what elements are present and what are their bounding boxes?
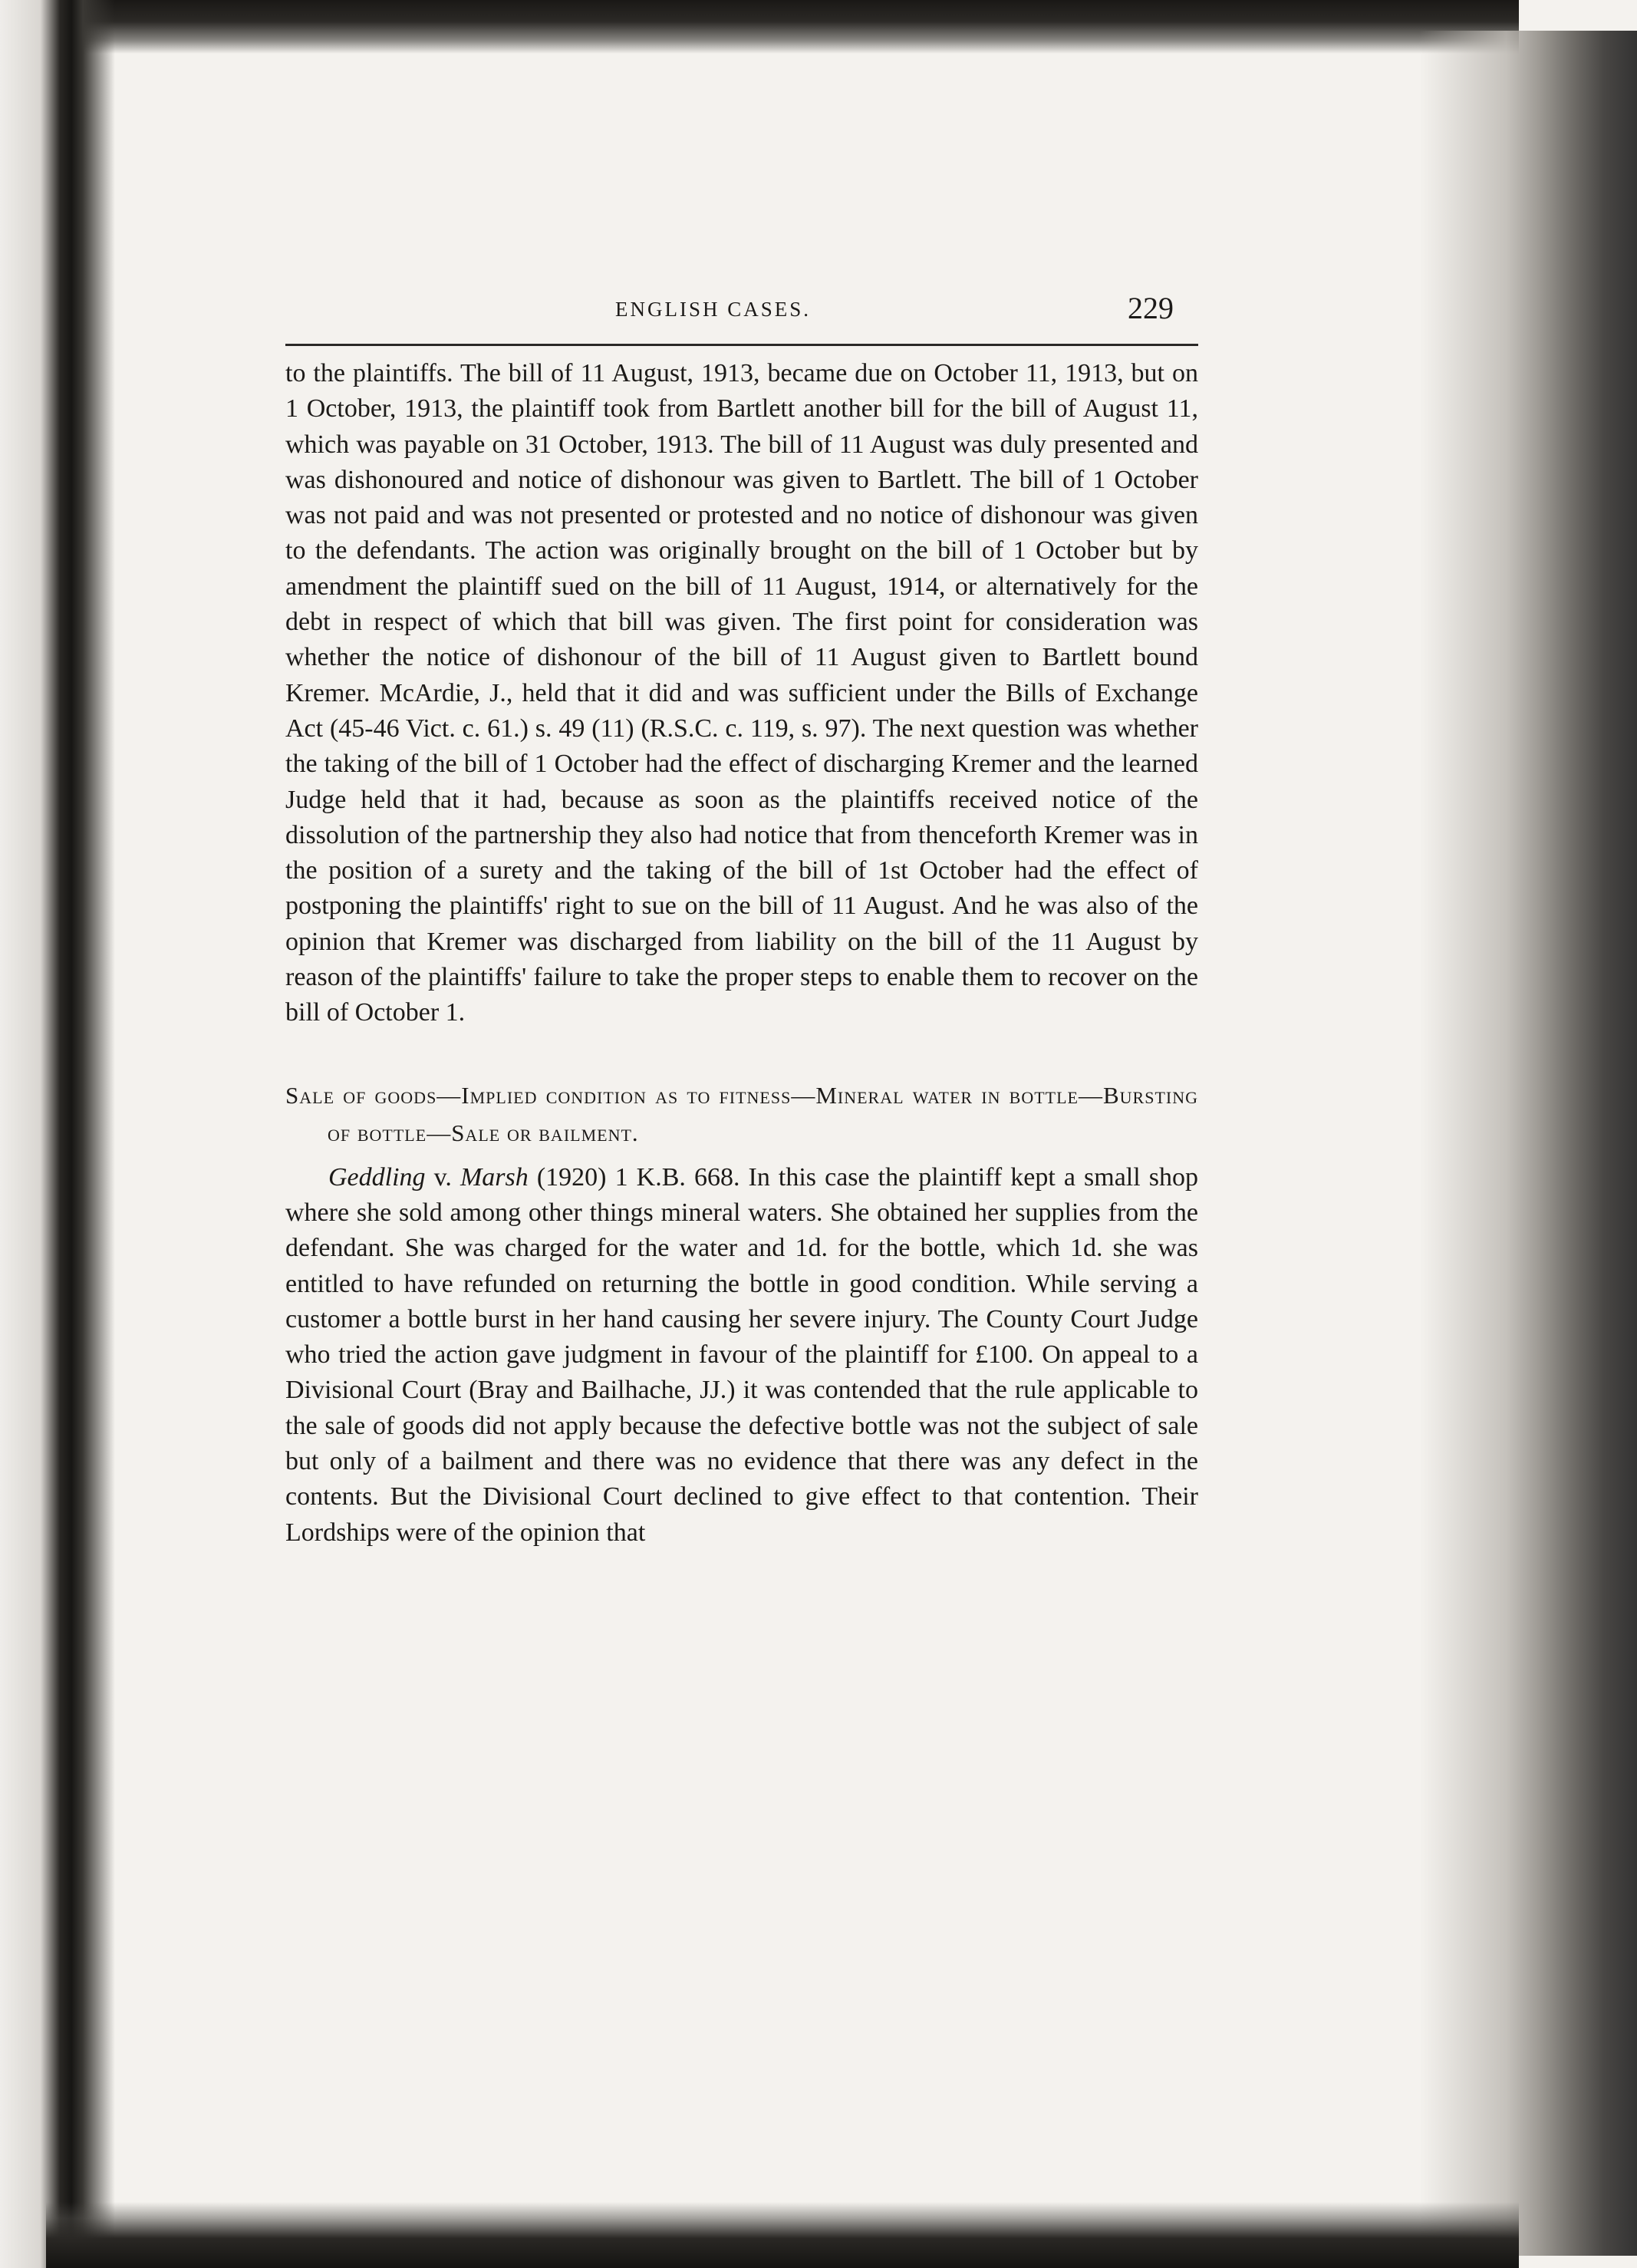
scan-edge-left (0, 0, 115, 2268)
section-heading-text: Sale of goods—Implied condition as to fitness—Mineral water in bottle—Bursting of bottle—Sale or bailment. (285, 1081, 1198, 1146)
case-versus: v. (425, 1162, 460, 1192)
case-paragraph-text: (1920) 1 K.B. 668. In this case the plaintiff kept a small shop where she sold among other things mineral waters. She obtained her supplies from the defendant. She was charged for the water and 1d. for the bottle, which 1d. she was entitled to have refunded on returning the bottle in good condition. While serving a customer a bottle burst in her hand causing her severe injury. The County Court Judge who tried the action gave judgment in favour of the plaintiff for £100. On appeal to a Divisional Court (Bray and Bailhache, JJ.) it was contended that the rule applicable to the sale of goods did not apply because the defective bottle was not the subject of sale but only of a bailment and there was no evidence that there was any defect in the contents. But the Divisional Court declined to give effect to that contention. Their Lordships were of the opinion that (285, 1162, 1198, 1547)
page-number: 229 (1128, 291, 1174, 325)
case-paragraph (285, 1160, 1198, 1551)
header-rule (285, 344, 1198, 346)
book-page (285, 284, 1198, 1551)
running-head (285, 284, 1198, 345)
section-heading (285, 1077, 1198, 1152)
scan-edge-right (1419, 31, 1637, 2256)
body-paragraph: to the plaintiffs. The bill of 11 August, 1913, became due on October 11, 1913, but on 1 October, 1913, the plaintiff took from Bartlett another bill for the bill of August 11, which was payable on 31 October, 1913. The bill of 11 August was duly presented and was dishonoured and notice of dishonour was given to Bartlett. The bill of 1 October was not paid and was not presented or protested and no notice of dishonour was given to the defendants. The action was originally brought on the bill of 1 October but by amendment the plaintiff sued on the bill of 11 August, 1914, or alternatively for the debt in respect of which that bill was given. The first point for consideration was whether the notice of dishonour of the bill of 11 August given to Bartlett bound Kremer. McArdie, J., held that it did and was sufficient under the Bills of Exchange Act (45-46 Vict. c. 61.) s. 49 (11) (R.S.C. c. 119, s. 97). The next question was whether the taking of the bill of 1 October had the effect of discharging Kremer and the learned Judge held that it had, because as soon as the plaintiffs received notice of the dissolution of the partnership they also had notice that from thenceforth Kremer was in the position of a surety and the taking of the bill of 1st October had the effect of postponing the plaintiffs' right to sue on the bill of 11 August. And he was also of the opinion that Kremer was discharged from liability on the bill of the 11 August by reason of the plaintiffs' failure to take the proper steps to enable them to recover on the bill of October 1. (285, 359, 1198, 1027)
case-name-plaintiff: Geddling (328, 1162, 426, 1192)
case-name-defendant: Marsh (459, 1162, 529, 1192)
scan-edge-top (46, 0, 1519, 54)
scan-edge-bottom (46, 2202, 1519, 2268)
running-title: ENGLISH CASES. (615, 298, 812, 321)
